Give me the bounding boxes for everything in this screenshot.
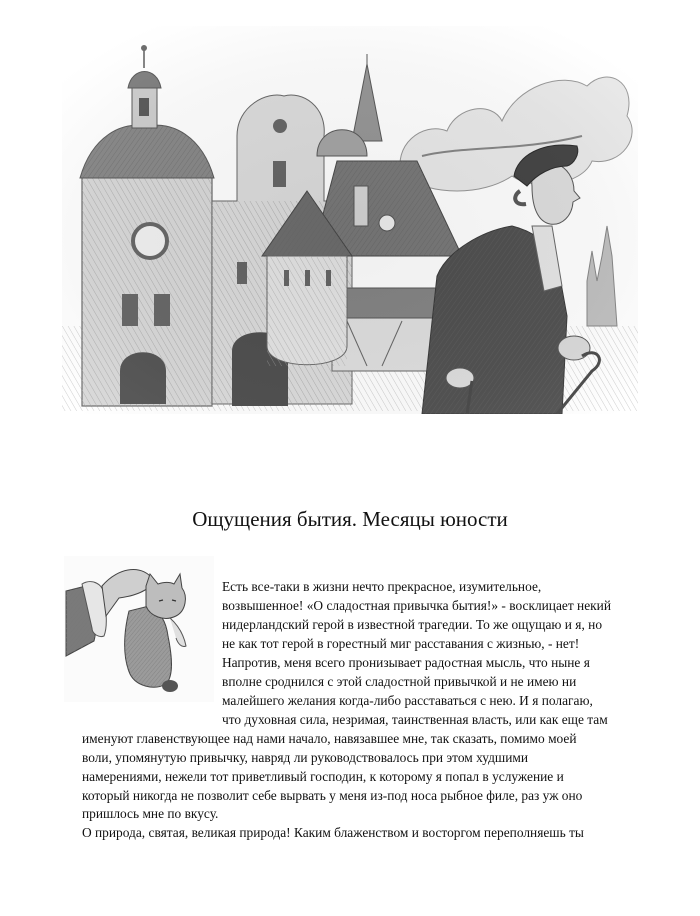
chapter-title: Ощущения бытия. Месяцы юности <box>192 507 508 531</box>
body-text-line: малейшего желания когда-либо расставаться с нею. И я полагаю, <box>222 693 593 708</box>
town-and-gentleman-sketch <box>62 26 638 414</box>
cat-illustration <box>64 556 214 702</box>
body-text-line: О природа, святая, великая природа! Каким блаженством и восторгом переполняешь ты <box>82 825 584 840</box>
main-illustration <box>62 26 638 414</box>
body-text-line: именуют главенствующее над нами начало, навязавшее мне, так сказать, помимо моей <box>82 731 577 746</box>
body-text-line: возвышенное! «О сладостная привычка бытия!» - восклицает некий <box>222 598 611 613</box>
body-text-line: намерениями, нежели тот приветливый господин, к которому я попал в услужение и <box>82 769 564 784</box>
body-text-line: вполне сроднился с этой сладостной привычкой и не имею ни <box>222 674 577 689</box>
body-text-line: который никогда не позволит себе вырвать у меня из-под носа рыбное филе, раз уж оно <box>82 788 583 803</box>
body-text-line: что духовная сила, незримая, таинственная власть, или как еще там <box>222 712 608 727</box>
body-text-line: пришлось мне по вкусу. <box>82 806 219 821</box>
body-text-line: нидерландский герой в известной трагедии. То же ощущаю и я, но <box>222 617 603 632</box>
body-text-line: Есть все-таки в жизни нечто прекрасное, изумительное, <box>222 579 542 594</box>
body-text-line: воли, упомянутую привычку, навряд ли руководствовалось при этом худшими <box>82 750 529 765</box>
body-text-line: не как тот герой в горестный миг расставания с жизнью, - нет! <box>222 636 580 651</box>
cat-sketch <box>64 556 214 702</box>
body-text-line: Напротив, меня всего пронизывает радостная мысль, что ныне я <box>222 655 590 670</box>
